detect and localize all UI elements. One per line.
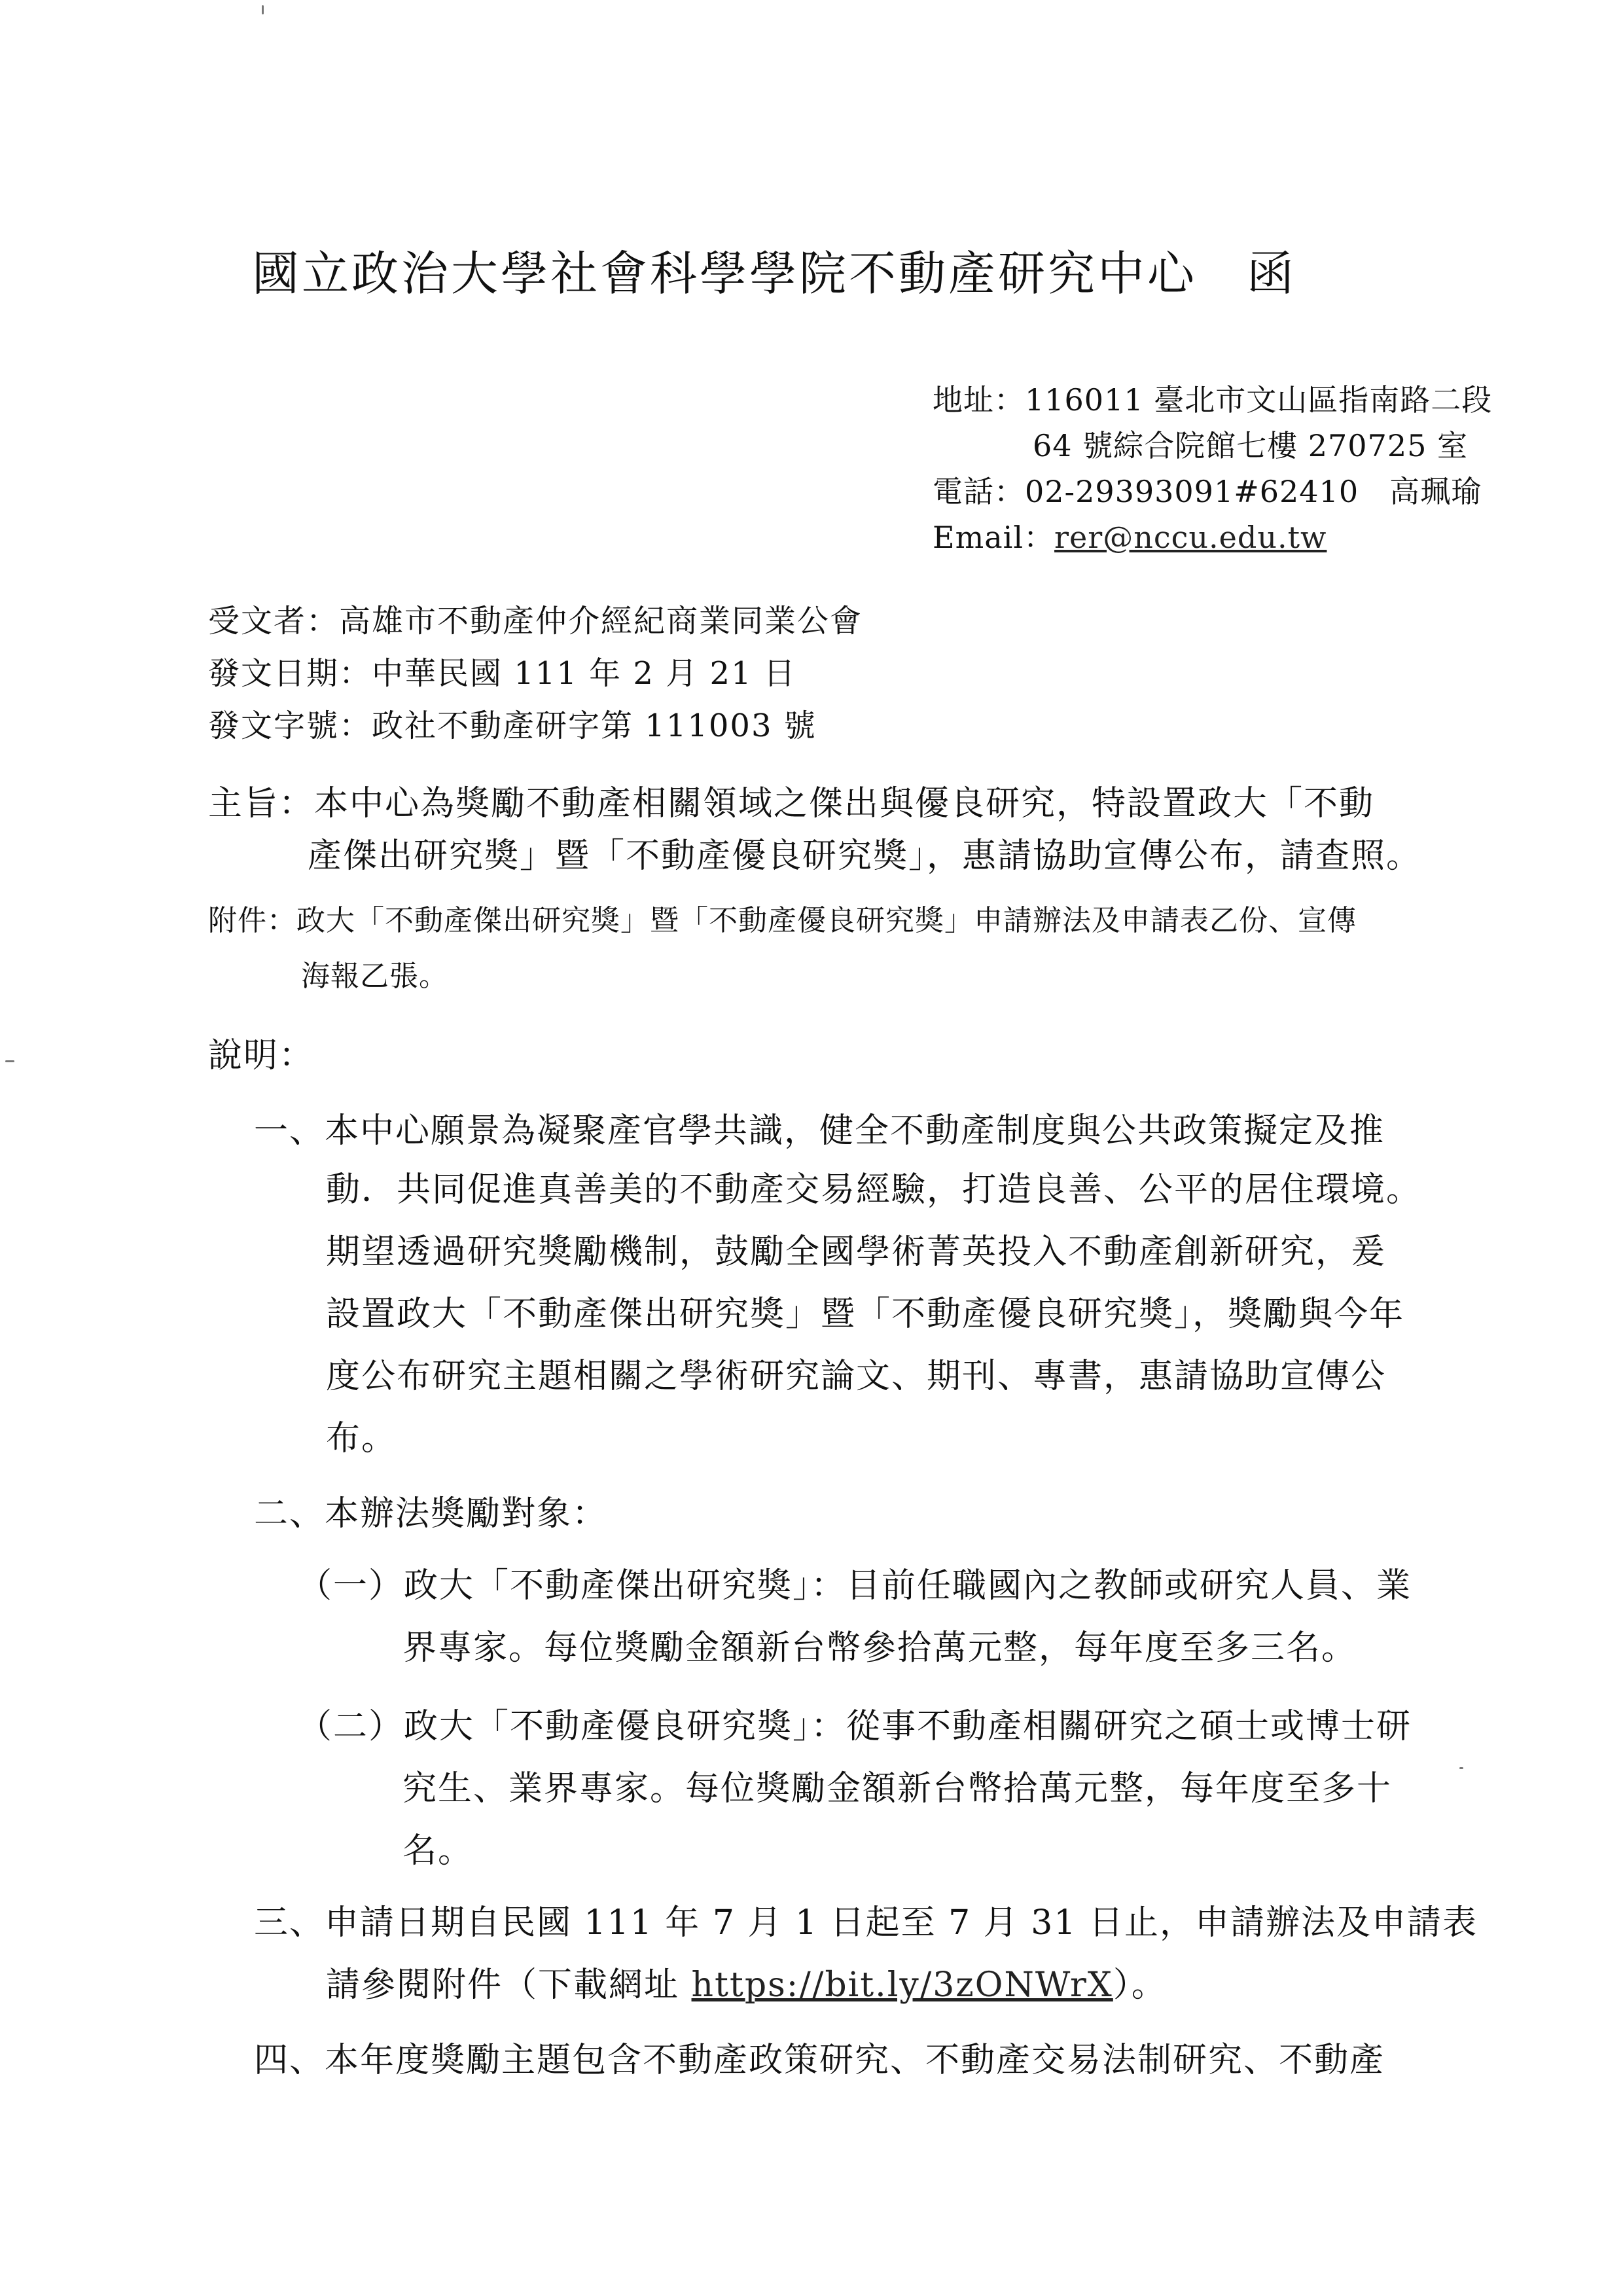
item-2-sub-2-line-2: 究生、業界專家。每位獎勵金額新台幣拾萬元整，每年度至多十 <box>402 1769 1393 1808</box>
issue-date: 發文日期：中華民國 111 年 2 月 21 日 <box>208 655 796 692</box>
item-1-line-6: 布。 <box>326 1419 397 1458</box>
attachment-line-2: 海報乙張。 <box>301 960 448 993</box>
explanation-heading: 說明： <box>208 1036 315 1075</box>
email-link[interactable]: rer@nccu.edu.tw <box>1054 520 1327 555</box>
subject-line-1: 主旨：本中心為獎勵不動產相關領域之傑出與優良研究，特設置政大「不動 <box>208 784 1375 823</box>
item-3-line-2 <box>326 1957 1167 2006</box>
item-1-line-4: 設置政大「不動產傑出研究獎」暨「不動產優良研究獎」，獎勵與今年 <box>326 1295 1405 1334</box>
item-2-heading: 二、本辦法獎勵對象： <box>254 1494 608 1534</box>
attachment-line-1: 附件：政大「不動產傑出研究獎」暨「不動產優良研究獎」申請辦法及申請表乙份、宣傳 <box>208 904 1357 937</box>
item-2-sub-2-line-1: （二）政大「不動產優良研究獎」：從事不動產相關研究之碩士或博士研 <box>298 1707 1412 1746</box>
item-1-line-1: 一、本中心願景為凝聚產官學共識，健全不動產制度與公共政策擬定及推 <box>254 1111 1385 1151</box>
scan-speck <box>5 1060 14 1062</box>
phone-line: 電話：02-29393091#62410 高珮瑜 <box>933 474 1482 509</box>
item-4-line-1: 四、本年度獎勵主題包含不動產政策研究、不動產交易法制研究、不動產 <box>254 2041 1385 2080</box>
subject-line-2: 產傑出研究獎」暨「不動產優良研究獎」，惠請協助宣傳公布，請查照。 <box>308 836 1422 876</box>
item-1-line-2: 動．共同促進真善美的不動產交易經驗，打造良善、公平的居住環境。 <box>326 1170 1422 1210</box>
download-link[interactable]: https://bit.ly/3zONWrX <box>691 1965 1113 2005</box>
address-line-2: 64 號綜合院館七樓 270725 室 <box>1033 428 1468 463</box>
scan-speck <box>1459 1767 1463 1769</box>
item-2-sub-1-line-1: （一）政大「不動產傑出研究獎」：目前任職國內之教師或研究人員、業 <box>298 1566 1412 1605</box>
item-1-line-5: 度公布研究主題相關之學術研究論文、期刊、專書，惠請協助宣傳公 <box>326 1357 1387 1396</box>
scan-speck <box>262 5 264 14</box>
recipient: 受文者：高雄市不動產仲介經紀商業同業公會 <box>208 603 863 639</box>
item-3-line-2-suffix: ）。 <box>1113 1965 1167 2005</box>
email-line <box>933 514 1327 557</box>
item-1-line-3: 期望透過研究獎勵機制，鼓勵全國學術菁英投入不動產創新研究，爰 <box>326 1232 1387 1272</box>
item-3-line-1: 三、申請日期自民國 111 年 7 月 1 日起至 7 月 31 日止，申請辦法及申請表 <box>254 1903 1478 1943</box>
email-label: Email： <box>933 520 1055 555</box>
page-title: 國立政治大學社會科學學院不動產研究中心 函 <box>252 246 1297 301</box>
document-number: 發文字號：政社不動產研字第 111003 號 <box>208 708 817 744</box>
item-2-sub-2-line-3: 名。 <box>402 1831 474 1871</box>
item-2-sub-1-line-2: 界專家。每位獎勵金額新台幣參拾萬元整，每年度至多三名。 <box>402 1628 1357 1668</box>
item-3-line-2-prefix: 請參閱附件（下載網址 <box>326 1965 692 2005</box>
address-line-1: 地址：116011 臺北市文山區指南路二段 <box>933 382 1493 418</box>
